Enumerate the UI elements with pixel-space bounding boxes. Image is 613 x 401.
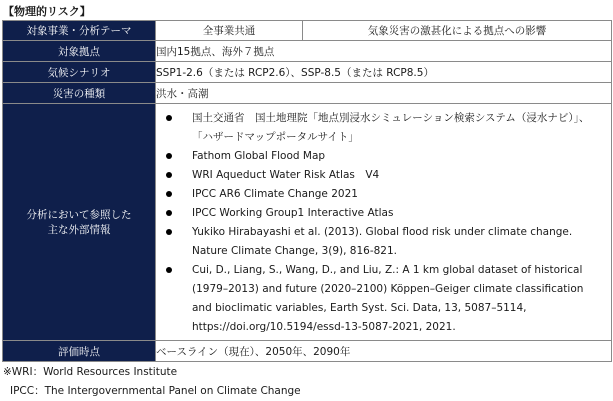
table-row (3, 41, 612, 62)
row-label-climate-scenario: 気候シナリオ (3, 62, 156, 83)
table-header-row (3, 21, 612, 41)
table-row (3, 62, 612, 83)
row-value-evaluation: ベースライン（現在）、2050年、2090年 (156, 341, 612, 362)
list-item: Yukiko Hirabayashi et al. (2013). Global flood risk under climate change. Nature Climate Change, 3(9), 816-821. (156, 223, 611, 261)
header-theme: 気象災害の激甚化による拠点への影響 (303, 21, 612, 41)
table-row (3, 83, 612, 104)
header-label: 対象事業・分析テーマ (3, 21, 156, 41)
list-item: WRI Aqueduct Water Risk Atlas V4 (156, 166, 611, 185)
references-list (156, 104, 611, 340)
footnote-ipcc: IPCC：The Intergovernmental Panel on Climate Change (10, 385, 301, 397)
physical-risk-table (2, 20, 612, 362)
references-cell (156, 104, 612, 341)
row-value-disaster-type: 洪水・高潮 (156, 83, 612, 104)
row-label-disaster-type: 災害の種類 (3, 83, 156, 104)
references-label-line2: 主な外部情報 (47, 224, 111, 236)
references-label-line1: 分析において参照した (26, 209, 132, 221)
list-item: Fathom Global Flood Map (156, 147, 611, 166)
list-item: IPCC AR6 Climate Change 2021 (156, 185, 611, 204)
list-item: IPCC Working Group1 Interactive Atlas (156, 204, 611, 223)
row-label-evaluation: 評価時点 (3, 341, 156, 362)
page-title: 【物理的リスク】 (3, 5, 91, 18)
list-item: 国土交通省 国土地理院「地点別浸水シミュレーション検索システム（浸水ナビ）」、「ハザードマップポータルサイト」 (156, 109, 611, 147)
footnote-wri: ※WRI：World Resources Institute (3, 366, 178, 378)
table-row-references (3, 104, 612, 341)
header-scope: 全事業共通 (156, 21, 303, 41)
list-item: Cui, D., Liang, S., Wang, D., and Liu, Z.: A 1 km global dataset of historical (1979–2013) and future (2020–2100) Köppen–Geiger climate classification and bioclimatic variables, Earth Syst. Sci. Data, 13, 5087–5114, https://doi.org/10.5194/essd-13-5087-2021, 2021. (156, 261, 611, 337)
row-value-climate-scenario: SSP1-2.6（または RCP2.6）、SSP-8.5（または RCP8.5） (156, 62, 612, 83)
table-row (3, 341, 612, 362)
row-label-references (3, 104, 156, 341)
row-value-target-sites: 国内15拠点、海外７拠点 (156, 41, 612, 62)
row-label-target-sites: 対象拠点 (3, 41, 156, 62)
